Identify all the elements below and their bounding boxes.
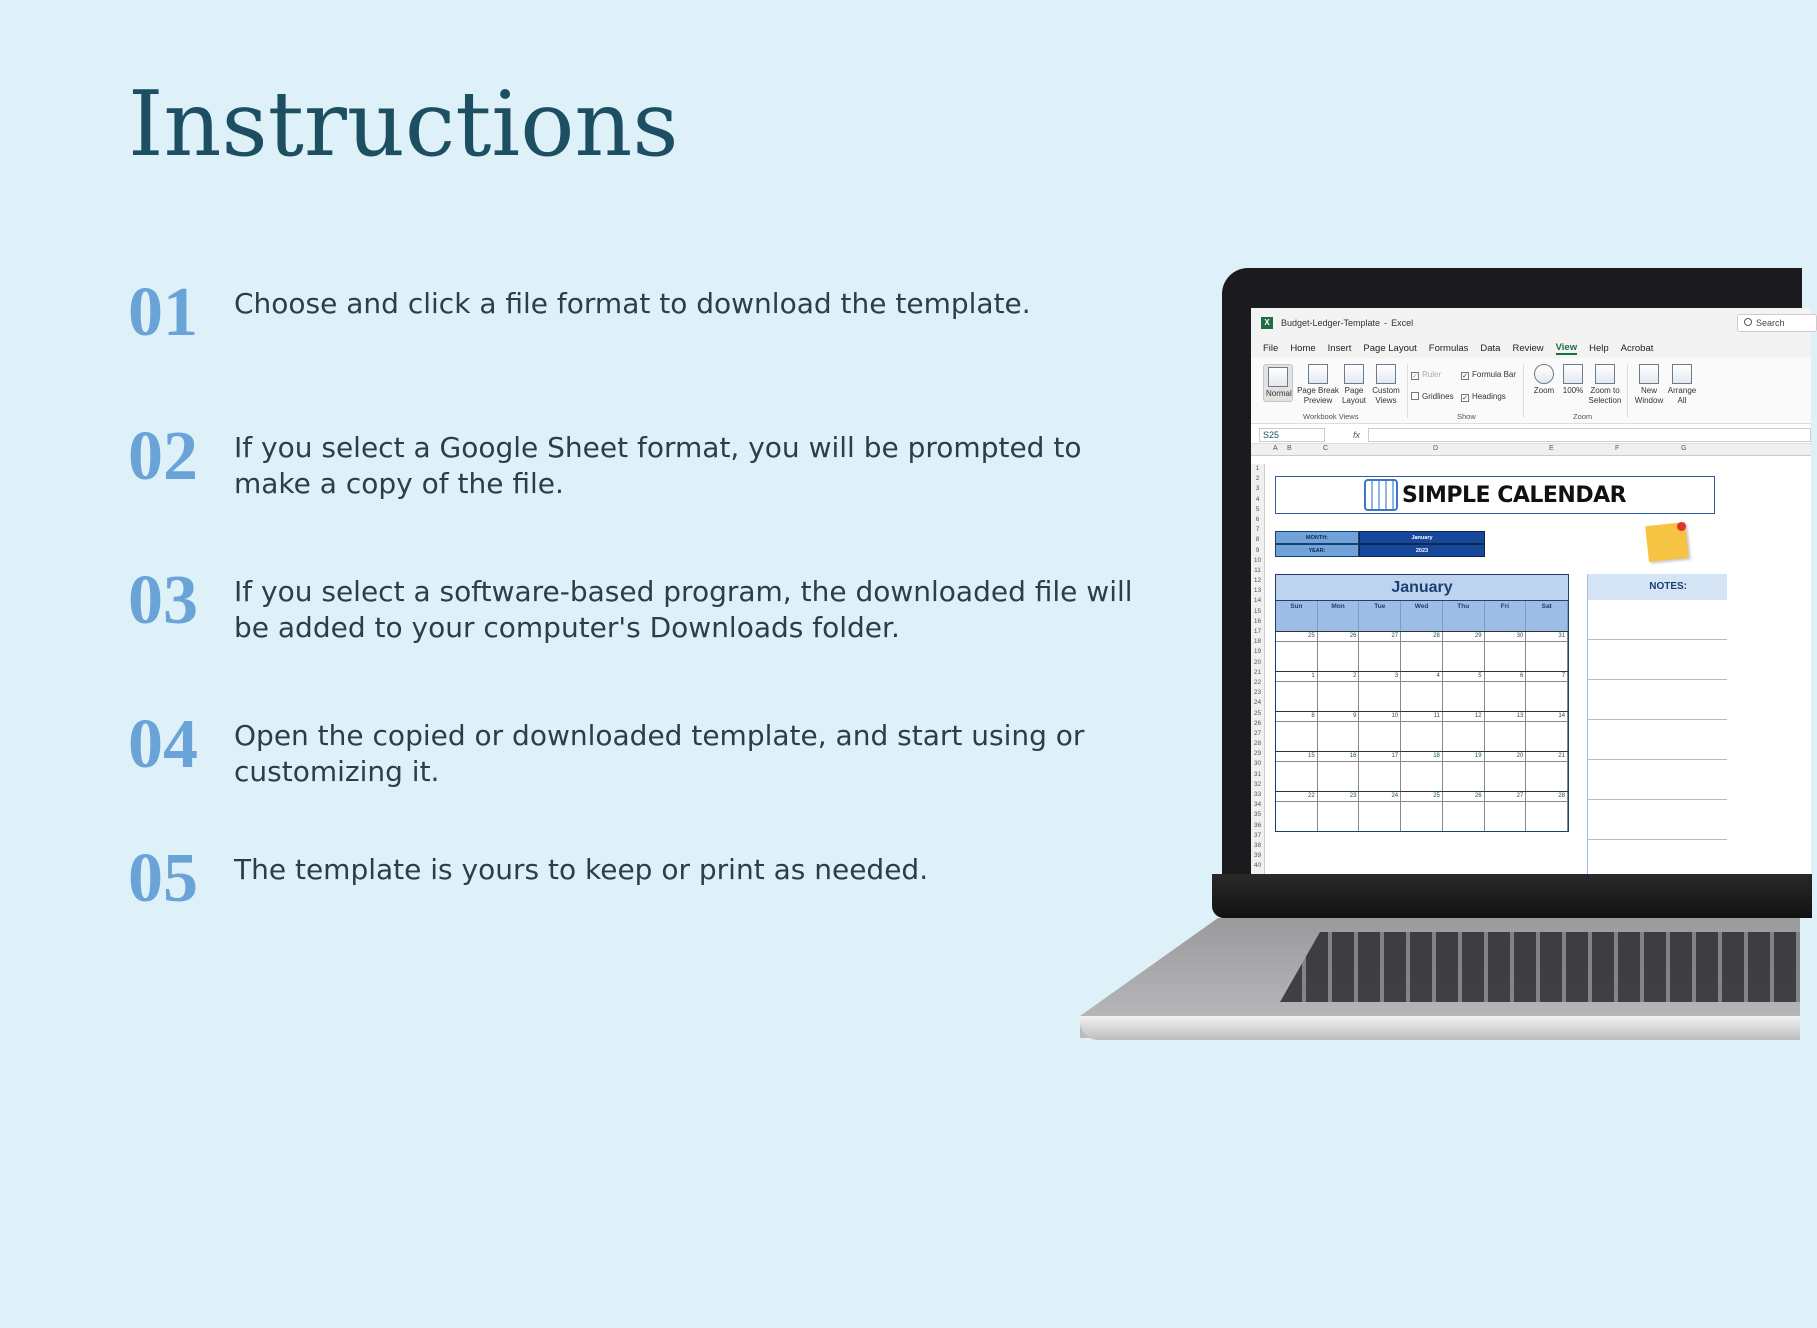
row-header[interactable]: 22 [1253, 678, 1262, 686]
row-header[interactable]: 32 [1253, 780, 1262, 788]
day-cell[interactable]: 9 [1318, 712, 1360, 751]
row-header[interactable]: 26 [1253, 719, 1262, 727]
row-header[interactable]: 28 [1253, 740, 1262, 748]
step-4 [128, 706, 1128, 790]
day-cell[interactable]: 26 [1318, 632, 1360, 671]
zoom-100-icon [1563, 364, 1583, 384]
day-cell[interactable]: 16 [1318, 752, 1360, 791]
arrange-all-button[interactable]: Arrange All [1667, 364, 1697, 406]
custom-views-button[interactable]: Custom Views [1371, 364, 1401, 406]
day-cell[interactable]: 29 [1443, 632, 1485, 671]
row-header[interactable]: 37 [1253, 831, 1262, 839]
gridlines-checkbox[interactable]: Gridlines [1411, 392, 1454, 401]
arrange-icon [1672, 364, 1692, 384]
day-cell[interactable]: 2 [1318, 672, 1360, 711]
row-header[interactable]: 8 [1255, 536, 1260, 544]
column-header[interactable]: C [1323, 445, 1329, 452]
day-cell[interactable]: 28 [1401, 632, 1443, 671]
excel-titlebar: X Budget-Ledger-Template - Excel Search [1251, 308, 1811, 338]
custom-views-icon [1376, 364, 1396, 384]
day-cell[interactable]: 7 [1526, 672, 1568, 711]
tab-file[interactable]: File [1263, 342, 1279, 354]
tab-view[interactable]: View [1555, 341, 1578, 353]
app-name: Excel [1391, 318, 1414, 328]
tab-review[interactable]: Review [1512, 342, 1544, 354]
month-row [1275, 531, 1485, 544]
tab-insert[interactable]: Insert [1327, 342, 1352, 354]
divider [1627, 364, 1628, 418]
zoom-selection-button[interactable]: Zoom to Selection [1587, 364, 1623, 406]
column-headers [1251, 444, 1811, 456]
weekday: Sun [1276, 601, 1318, 631]
day-cell[interactable]: 3 [1359, 672, 1401, 711]
row-header[interactable]: 35 [1253, 811, 1262, 819]
page-break-icon [1308, 364, 1328, 384]
step-1 [128, 274, 1128, 358]
step-text: If you select a Google Sheet format, you will be prompted to make a copy of the file. [234, 431, 1082, 500]
excel-window [1251, 308, 1811, 874]
tab-data[interactable]: Data [1480, 342, 1501, 354]
day-cell[interactable]: 5 [1443, 672, 1485, 711]
step-2 [128, 418, 1128, 502]
calendar-header [1275, 476, 1715, 514]
formula-bar [1251, 426, 1811, 444]
row-header[interactable]: 34 [1253, 801, 1262, 809]
group-label: Show [1457, 412, 1476, 421]
day-cell[interactable]: 22 [1276, 792, 1318, 831]
calendar-title: SIMPLE CALENDAR [1401, 482, 1627, 508]
divider [1407, 364, 1408, 418]
formula-input[interactable] [1368, 428, 1811, 442]
column-header[interactable]: A [1273, 445, 1278, 452]
row-header[interactable]: 5 [1255, 505, 1260, 513]
new-window-icon [1639, 364, 1659, 384]
day-cell[interactable]: 30 [1485, 632, 1527, 671]
ruler-checkbox[interactable]: ✓ Ruler [1412, 370, 1442, 380]
notes-panel [1587, 574, 1727, 874]
search-box[interactable]: Search [1737, 314, 1817, 332]
page-break-button[interactable]: Page Break Preview [1297, 364, 1339, 406]
laptop-edge [1080, 1016, 1800, 1040]
month-label: MONTH: [1275, 531, 1359, 544]
step-text: Choose and click a file format to download the template. [234, 287, 1031, 320]
calendar-week [1276, 751, 1568, 791]
ribbon [1251, 358, 1811, 424]
month-calendar [1275, 574, 1569, 832]
day-cell[interactable]: 23 [1318, 792, 1360, 831]
day-cell[interactable]: 6 [1485, 672, 1527, 711]
column-header[interactable]: D [1433, 445, 1439, 452]
tab-acrobat[interactable]: Acrobat [1620, 342, 1654, 354]
magnifier-icon [1534, 364, 1554, 384]
day-cell[interactable]: 31 [1526, 632, 1568, 671]
step-number: 02 [128, 418, 198, 495]
day-cell[interactable]: 27 [1359, 632, 1401, 671]
laptop-keyboard [1280, 932, 1800, 1002]
page-layout-button[interactable]: Page Layout [1341, 364, 1367, 406]
day-cell[interactable]: 15 [1276, 752, 1318, 791]
row-header[interactable]: 9 [1255, 546, 1260, 554]
day-cell[interactable]: 11 [1401, 712, 1443, 751]
laptop-hinge [1212, 874, 1812, 918]
note-line[interactable] [1588, 680, 1727, 720]
row-header[interactable]: 39 [1253, 852, 1262, 860]
day-cell[interactable]: 25 [1401, 792, 1443, 831]
laptop-mockup [1080, 268, 1785, 1068]
day-cell[interactable]: 1 [1276, 672, 1318, 711]
row-header[interactable]: 40 [1253, 862, 1262, 870]
pin-icon [1677, 522, 1686, 531]
row-header[interactable]: 29 [1253, 750, 1262, 758]
name-box[interactable]: S25 [1259, 428, 1325, 442]
tab-page-layout[interactable]: Page Layout [1363, 342, 1417, 354]
row-header[interactable]: 3 [1255, 485, 1260, 493]
step-number: 01 [128, 274, 198, 351]
row-header[interactable]: 18 [1253, 638, 1262, 646]
group-label: Zoom [1573, 412, 1593, 421]
month-value[interactable]: January [1359, 531, 1485, 544]
worksheet[interactable] [1265, 464, 1811, 874]
note-line[interactable] [1588, 760, 1727, 800]
row-header[interactable]: 11 [1254, 566, 1261, 574]
day-cell[interactable]: 14 [1526, 712, 1568, 751]
formula-bar-checkbox[interactable]: ✓ Formula Bar [1462, 370, 1517, 380]
calendar-week [1276, 711, 1568, 751]
weekday: Thu [1443, 601, 1485, 631]
weekday-headers [1276, 601, 1568, 631]
row-header[interactable]: 10 [1253, 556, 1262, 564]
step-number: 05 [128, 840, 198, 917]
notes-title: NOTES: [1588, 574, 1727, 600]
headings-checkbox[interactable]: ✓ Headings [1462, 392, 1506, 402]
day-cell[interactable]: 25 [1276, 632, 1318, 671]
day-cell[interactable]: 27 [1485, 792, 1527, 831]
row-header[interactable]: 31 [1253, 770, 1262, 778]
row-header[interactable]: 25 [1253, 709, 1262, 717]
weekday: Fri [1485, 601, 1527, 631]
page-title: Instructions [128, 72, 679, 177]
row-header[interactable]: 33 [1253, 791, 1262, 798]
zoom-selection-icon [1595, 364, 1615, 384]
ribbon-tabs [1251, 338, 1811, 358]
year-label: YEAR: [1275, 544, 1359, 557]
row-header[interactable]: 13 [1253, 587, 1262, 595]
fx-icon[interactable]: fx [1353, 429, 1361, 440]
column-header[interactable]: F [1615, 445, 1620, 452]
day-cell[interactable]: 13 [1485, 712, 1527, 751]
row-header[interactable]: 7 [1255, 526, 1260, 534]
row-header[interactable]: 12 [1253, 577, 1262, 585]
row-header[interactable]: 4 [1255, 495, 1260, 503]
weekday: Tue [1359, 601, 1401, 631]
zoom-100-button[interactable]: 100% [1561, 364, 1585, 396]
step-3 [128, 562, 1133, 646]
row-header[interactable]: 19 [1253, 648, 1262, 656]
calendar-week [1276, 671, 1568, 711]
note-line[interactable] [1588, 640, 1727, 680]
day-cell[interactable]: 21 [1526, 752, 1568, 791]
day-cell[interactable]: 10 [1359, 712, 1401, 751]
step-text: Open the copied or downloaded template, and start using or customizing it. [234, 719, 1085, 788]
calendar-week [1276, 791, 1568, 831]
column-header[interactable]: G [1681, 445, 1687, 452]
tab-help[interactable]: Help [1589, 342, 1609, 354]
step-number: 04 [128, 706, 198, 783]
tab-formulas[interactable]: Formulas [1428, 342, 1469, 354]
row-header[interactable]: 6 [1255, 515, 1260, 523]
calendar-month: January [1276, 575, 1568, 601]
grid-icon [1268, 367, 1288, 387]
group-label: Workbook Views [1303, 412, 1359, 421]
search-icon [1744, 318, 1752, 326]
day-cell[interactable]: 17 [1359, 752, 1401, 791]
row-header[interactable]: 17 [1253, 628, 1262, 635]
column-header[interactable]: B [1287, 445, 1292, 452]
zoom-button[interactable]: Zoom [1531, 364, 1557, 396]
tab-home[interactable]: Home [1290, 342, 1316, 354]
excel-icon: X [1261, 317, 1273, 329]
row-header[interactable]: 20 [1253, 658, 1262, 666]
year-value[interactable]: 2023 [1359, 544, 1485, 557]
day-cell[interactable]: 26 [1443, 792, 1485, 831]
day-cell[interactable]: 8 [1276, 712, 1318, 751]
calendar-icon [1364, 479, 1398, 511]
weekday: Mon [1318, 601, 1360, 631]
step-number: 03 [128, 562, 198, 639]
row-header[interactable]: 30 [1253, 760, 1262, 768]
row-header[interactable]: 15 [1253, 607, 1262, 615]
row-headers [1251, 464, 1265, 874]
row-header[interactable]: 36 [1253, 821, 1262, 829]
step-text: If you select a software-based program, the downloaded file will be added to your computer's Downloads folder. [234, 575, 1133, 644]
row-header[interactable]: 24 [1253, 699, 1262, 707]
row-header[interactable]: 38 [1253, 841, 1262, 849]
column-header[interactable]: E [1549, 445, 1554, 452]
step-5 [128, 840, 1128, 924]
row-header[interactable]: 27 [1253, 729, 1262, 737]
weekday: Sat [1526, 601, 1568, 631]
step-text: The template is yours to keep or print as needed. [234, 853, 929, 886]
row-header[interactable]: 2 [1255, 475, 1260, 483]
day-cell[interactable]: 18 [1401, 752, 1443, 791]
note-line[interactable] [1588, 600, 1727, 640]
weekday: Wed [1401, 601, 1443, 631]
year-row [1275, 544, 1485, 557]
day-cell[interactable]: 19 [1443, 752, 1485, 791]
page-icon [1344, 364, 1364, 384]
row-header[interactable]: 1 [1255, 465, 1260, 472]
note-line[interactable] [1588, 800, 1727, 840]
day-cell[interactable]: 20 [1485, 752, 1527, 791]
row-header[interactable]: 21 [1253, 668, 1262, 676]
calendar-week [1276, 631, 1568, 671]
day-cell[interactable]: 28 [1526, 792, 1568, 831]
note-line[interactable] [1588, 720, 1727, 760]
row-header[interactable]: 23 [1253, 689, 1262, 697]
day-cell[interactable]: 24 [1359, 792, 1401, 831]
row-header[interactable]: 14 [1253, 597, 1262, 605]
divider [1523, 364, 1524, 418]
row-header[interactable]: 16 [1253, 617, 1262, 625]
day-cell[interactable]: 4 [1401, 672, 1443, 711]
file-name: Budget-Ledger-Template [1281, 318, 1381, 328]
day-cell[interactable]: 12 [1443, 712, 1485, 751]
new-window-button[interactable]: New Window [1633, 364, 1665, 406]
normal-view-button[interactable]: Normal [1263, 364, 1293, 402]
